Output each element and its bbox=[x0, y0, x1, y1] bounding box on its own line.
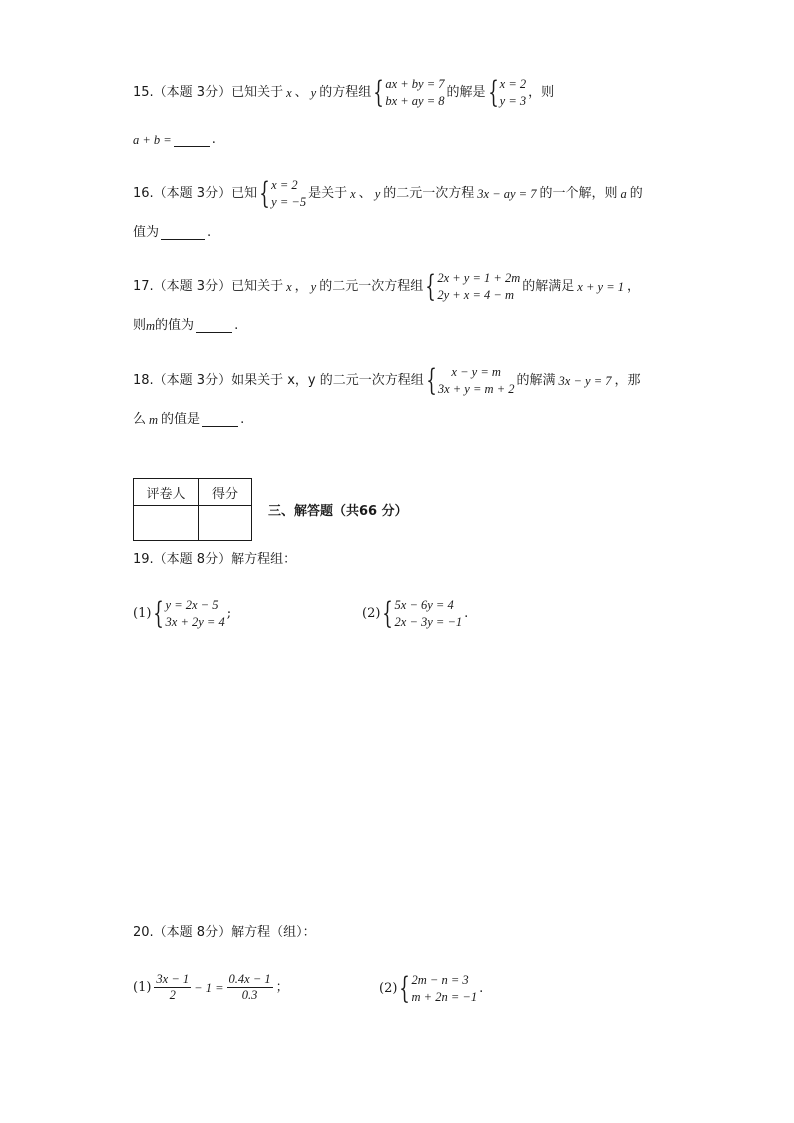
q17-answer-blank[interactable] bbox=[196, 320, 232, 333]
q15-eq2: bx + ay = 8 bbox=[385, 94, 445, 108]
q19-p2-eq2: 2x − 3y = −1 bbox=[394, 615, 463, 629]
q17-var-x: x bbox=[286, 280, 292, 294]
q17-mid1: 的二元一次方程组 bbox=[319, 279, 424, 294]
q16-mid3: 的一个解，则 bbox=[539, 186, 618, 201]
q17-condition: x + y = 1 bbox=[577, 280, 624, 294]
score-table-grader-cell[interactable] bbox=[134, 506, 199, 541]
q20-p2-label: (2) bbox=[379, 981, 398, 996]
q15-expr: a + b = bbox=[133, 133, 172, 147]
q16-mid2: 的二元一次方程 bbox=[383, 186, 475, 201]
q19-p2-eq1: 5x − 6y = 4 bbox=[394, 598, 454, 612]
q19-p2-label: (2) bbox=[362, 606, 381, 621]
q20-p1-fraction2 bbox=[227, 972, 273, 1003]
q15-mid2: 的解是 bbox=[446, 85, 486, 100]
q19-part2 bbox=[362, 597, 468, 631]
q19-title bbox=[133, 552, 296, 568]
q15-mid1: 的方程组 bbox=[319, 85, 372, 100]
q15-var-y: y bbox=[310, 86, 317, 100]
q18-eq1: x − y = m bbox=[451, 365, 501, 379]
q20-title bbox=[133, 925, 316, 941]
q17-var-m: m bbox=[146, 319, 156, 333]
q18-mid: 的解满 bbox=[516, 373, 556, 388]
q15-line1 bbox=[133, 76, 554, 110]
q18-period: . bbox=[240, 412, 245, 427]
q18-line2-mid: 的值是 bbox=[161, 412, 201, 427]
q17-eq1: 2x + y = 1 + 2m bbox=[437, 271, 521, 285]
q16-mid1: 是关于 bbox=[308, 186, 348, 201]
q17-line2-pre: 则 bbox=[133, 318, 147, 333]
q16-sol2: y = −5 bbox=[271, 195, 307, 209]
q18-system bbox=[426, 364, 515, 398]
q20-p1-end: ； bbox=[275, 979, 289, 995]
q16-line1 bbox=[133, 177, 643, 211]
q19-p2-system bbox=[382, 597, 462, 631]
left-brace-icon: { bbox=[425, 269, 437, 304]
q17-system bbox=[425, 270, 520, 304]
left-brace-icon: { bbox=[487, 75, 499, 110]
q19-p1-eq2: 3x + 2y = 4 bbox=[165, 615, 225, 629]
q20-p1-label: (1) bbox=[133, 979, 152, 995]
q18-end: ，那 bbox=[614, 373, 641, 388]
q15-var-x: x bbox=[286, 86, 292, 100]
q16-var-a: a bbox=[620, 187, 627, 201]
q18-prefix: 18.（本题 3分）如果关于 x，y 的二元一次方程组 bbox=[133, 373, 424, 388]
q16-solution bbox=[259, 177, 306, 211]
q20-p2-system bbox=[399, 972, 477, 1006]
q15-end: ，则 bbox=[528, 85, 555, 100]
q17-line2-mid: 的值为 bbox=[155, 318, 195, 333]
q20-p1-den1: 2 bbox=[169, 988, 176, 1002]
q20-p1-den2: 0.3 bbox=[241, 988, 258, 1002]
q17-mid2: 的解满足 bbox=[522, 279, 575, 294]
q17-period: . bbox=[234, 318, 239, 333]
q17-var-y: y bbox=[310, 280, 317, 294]
q17-line1 bbox=[133, 270, 640, 304]
q19-p1-system bbox=[153, 597, 224, 631]
q18-answer-blank[interactable] bbox=[202, 414, 238, 427]
q19-p1-label: (1) bbox=[133, 606, 152, 621]
q20-p2-end: . bbox=[479, 981, 484, 996]
left-brace-icon: { bbox=[153, 596, 165, 631]
q18-var-m: m bbox=[149, 413, 159, 427]
left-brace-icon: { bbox=[426, 363, 437, 398]
score-table-grader-header: 评卷人 bbox=[134, 479, 199, 506]
q16-line2 bbox=[133, 225, 211, 241]
q17-eq2: 2y + x = 4 − m bbox=[437, 288, 515, 302]
q15-sol1: x = 2 bbox=[499, 77, 527, 91]
q19-title-text: 19.（本题 8分）解方程组： bbox=[133, 552, 297, 567]
q20-p1-num2: 0.4x − 1 bbox=[228, 972, 271, 986]
left-brace-icon: { bbox=[382, 596, 394, 631]
q19-part1 bbox=[133, 597, 231, 631]
score-table-score-header: 得分 bbox=[199, 479, 252, 506]
q19-p1-end: ; bbox=[226, 606, 232, 621]
q18-line2 bbox=[133, 412, 244, 428]
q20-part1 bbox=[133, 972, 289, 1003]
q15-solution bbox=[488, 76, 527, 110]
q16-prefix: 16.（本题 3分）已知 bbox=[133, 186, 258, 201]
q16-var-y: y bbox=[374, 187, 381, 201]
q20-part2 bbox=[379, 972, 483, 1006]
q17-end: ， bbox=[627, 279, 641, 294]
q17-sep: ， bbox=[294, 279, 308, 294]
q16-sep: 、 bbox=[358, 186, 372, 201]
q20-p1-num1: 3x − 1 bbox=[156, 972, 190, 986]
q18-condition: 3x − y = 7 bbox=[558, 374, 612, 388]
q15-system bbox=[373, 76, 444, 110]
q16-answer-blank[interactable] bbox=[161, 227, 205, 240]
q15-sol2: y = 3 bbox=[499, 94, 527, 108]
q16-line2: 值为 bbox=[133, 225, 160, 240]
q18-line2-pre: 么 bbox=[133, 412, 147, 427]
q16-var-x: x bbox=[350, 187, 356, 201]
q17-prefix: 17.（本题 3分）已知关于 bbox=[133, 279, 284, 294]
q17-line2 bbox=[133, 318, 238, 334]
q20-p1-fraction1 bbox=[154, 972, 191, 1003]
q20-p2-eq1: 2m − n = 3 bbox=[411, 973, 469, 987]
q15-line2 bbox=[133, 132, 216, 148]
q20-title-text: 20.（本题 8分）解方程（组）： bbox=[133, 925, 316, 940]
section-3-title: 三、解答题（共66 分） bbox=[268, 504, 408, 519]
q19-p1-eq1: y = 2x − 5 bbox=[165, 598, 219, 612]
left-brace-icon: { bbox=[373, 75, 385, 110]
q16-period: . bbox=[207, 225, 212, 240]
q16-equation: 3x − ay = 7 bbox=[477, 187, 537, 201]
q20-p1-mid: − 1 = bbox=[194, 980, 224, 995]
q18-eq2: 3x + y = m + 2 bbox=[437, 382, 515, 396]
left-brace-icon: { bbox=[399, 971, 411, 1006]
q19-p2-end: . bbox=[464, 606, 469, 621]
q20-p2-eq2: m + 2n = −1 bbox=[411, 990, 478, 1004]
q15-eq1: ax + by = 7 bbox=[385, 77, 445, 91]
q15-period: . bbox=[211, 132, 216, 147]
q18-line1 bbox=[133, 364, 641, 398]
q16-sol1: x = 2 bbox=[271, 178, 298, 192]
q15-sep: 、 bbox=[294, 85, 308, 100]
left-brace-icon: { bbox=[259, 176, 270, 211]
q15-prefix: 15.（本题 3分）已知关于 bbox=[133, 85, 284, 100]
q16-end: 的 bbox=[629, 186, 643, 201]
q15-answer-blank[interactable] bbox=[174, 134, 210, 147]
score-table-score-cell[interactable] bbox=[199, 506, 252, 541]
score-table bbox=[133, 478, 252, 541]
